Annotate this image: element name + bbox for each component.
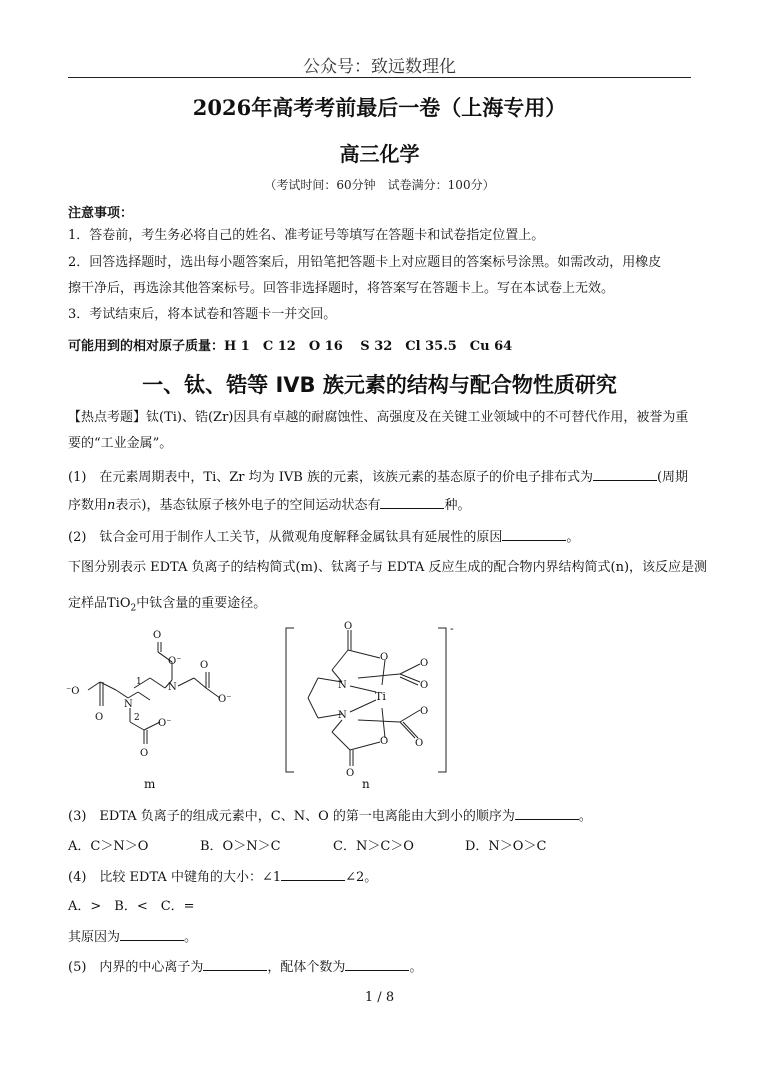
question-1-line-2 xyxy=(68,495,698,516)
figure-label-n: n xyxy=(362,777,370,791)
edta-structure-m xyxy=(88,642,220,744)
q2-text: (2) 钛合金可用于制作人工关节，从微观角度解释金属钛具有延展性的原因 xyxy=(68,530,503,545)
complex-ti-center: Ti xyxy=(375,690,386,703)
q4-blank[interactable] xyxy=(281,867,345,881)
q1-n-symbol: n xyxy=(107,498,116,513)
notice-line-3: 3．考试结束后，将本试卷和答题卡一并交回。 xyxy=(68,307,337,322)
intro-line-1: 【热点考题】钛(Ti)、锆(Zr)因具有卓越的耐腐蚀性、高强度及在关键工业领域中的不可替代作用，被誉为重 xyxy=(68,410,689,425)
complex-charge: - xyxy=(450,622,454,635)
question-5 xyxy=(68,957,698,978)
complex-o-right-top: O xyxy=(420,680,429,691)
q4-text: (4) 比较 EDTA 中键角的大小：∠1 xyxy=(68,870,282,885)
intro-line-2: 要的“工业金属”。 xyxy=(68,436,173,451)
q3-end: 。 xyxy=(578,809,592,824)
q4-reason-blank[interactable] xyxy=(120,927,184,941)
question-2 xyxy=(68,527,698,548)
notice-title: 注意事项： xyxy=(68,206,134,221)
atomic-masses: 可能用到的相对原子质量：H 1 C 12 O 16 S 32 Cl 35.5 Cu 64 xyxy=(68,339,513,354)
angle-label-2: 2 xyxy=(134,713,140,723)
subject-title: 高三化学 xyxy=(339,142,420,166)
q3-option-d[interactable]: D．N＞O＞C xyxy=(465,839,547,854)
question-1-line-1 xyxy=(68,467,698,488)
notice-line-1: 1．答卷前，考生务必将自己的姓名、准考证号等填写在答题卡和试卷指定位置上。 xyxy=(68,228,545,243)
q1-text-a: (1) 在元素周期表中，Ti、Zr 均为 IVB 族的元素，该族元素的基态原子的价电子排布式为 xyxy=(68,470,593,485)
complex-n-bottom: N xyxy=(338,710,347,721)
complex-labels xyxy=(338,621,454,791)
q5-end: 。 xyxy=(409,960,423,975)
question-4 xyxy=(68,867,698,888)
q4-after: ∠2。 xyxy=(345,870,378,885)
complex-right-top-carbonyl-o: O xyxy=(420,658,429,669)
q5-mid: ，配体个数为 xyxy=(267,960,346,975)
q3-option-b[interactable]: B．O＞N＞C xyxy=(200,839,281,854)
q5-blank-2[interactable] xyxy=(345,957,409,971)
figure-intro-text-b: 中钛含量的重要途径。 xyxy=(136,596,267,611)
tio2-main: TiO xyxy=(107,596,131,611)
q4-reason-text: 其原因为 xyxy=(68,930,121,945)
complex-structure-n xyxy=(286,628,446,772)
question-3 xyxy=(68,806,698,827)
edta-top-oxygen: O⁻ xyxy=(168,656,182,667)
structure-figure xyxy=(60,620,480,798)
edta-n-right: N xyxy=(168,682,177,693)
complex-o-right-bottom: O xyxy=(420,706,429,717)
page-header: 公众号：致远数理化 xyxy=(303,57,456,77)
edta-right-carbonyl-o: O xyxy=(200,660,209,671)
complex-top-carbonyl-o: O xyxy=(344,621,353,632)
exam-info: （考试时间：60分钟 试卷满分：100分） xyxy=(264,178,495,192)
q1-text-b: (周期 xyxy=(656,470,689,485)
q1-text-c: 序数用 xyxy=(68,498,108,513)
complex-n-top: N xyxy=(338,680,347,691)
figure-intro-line-1: 下图分别表示 EDTA 负离子的结构简式(m)、钛离子与 EDTA 反应生成的配合物内界结构简式(n)，该反应是测 xyxy=(68,560,708,575)
exam-title: 2026年高考考前最后一卷（上海专用） xyxy=(192,95,567,120)
tio2-subscript: 2 xyxy=(130,603,137,614)
notice-line-2b: 擦干净后，再选涂其他答案标号。回答非选择题时，将答案写在答题卡上。写在本试卷上无效。 xyxy=(68,281,615,296)
q2-end: 。 xyxy=(566,530,580,545)
figure-intro-line-2 xyxy=(68,594,698,619)
edta-top-carbonyl-o: O xyxy=(153,630,162,641)
q1-blank-1[interactable] xyxy=(593,467,657,481)
q4-reason-end: 。 xyxy=(184,930,198,945)
angle-label-1: 1 xyxy=(136,677,142,687)
edta-right-oxygen: O⁻ xyxy=(218,694,232,705)
q1-blank-2[interactable] xyxy=(380,495,444,509)
figure-label-m: m xyxy=(144,777,156,791)
page-number: 1 / 8 xyxy=(364,990,395,1005)
complex-o-top: O xyxy=(380,652,389,663)
figure-intro-text-a: 定样品 xyxy=(68,596,108,611)
question-4-reason xyxy=(68,927,698,948)
q3-option-c[interactable]: C．N＞C＞O xyxy=(333,839,414,854)
edta-left-carbonyl-o: O xyxy=(95,712,104,723)
edta-bottom-carbonyl-o: O xyxy=(140,748,149,759)
q3-text: (3) EDTA 负离子的组成元素中，C、N、O 的第一电离能由大到小的顺序为 xyxy=(68,809,515,824)
notice-line-2a: 2．回答选择题时，选出每小题答案后，用铅笔把答题卡上对应题目的答案标号涂黑。如需改动，用橡皮 xyxy=(68,255,662,270)
edta-labels xyxy=(66,630,231,791)
q3-option-a[interactable]: A．C＞N＞O xyxy=(68,839,149,854)
edta-bottom-oxygen: O⁻ xyxy=(158,718,172,729)
edta-n-left: N xyxy=(124,699,133,710)
complex-bottom-carbonyl-o: O xyxy=(346,768,355,779)
q5-blank-1[interactable] xyxy=(203,957,267,971)
q1-text-e: 种。 xyxy=(444,498,471,513)
header-divider xyxy=(68,77,691,78)
tio2-formula xyxy=(107,596,137,614)
complex-right-bottom-carbonyl-o: O xyxy=(415,738,424,749)
question-4-options[interactable]: A．> B．< C．= xyxy=(68,899,195,914)
q2-blank[interactable] xyxy=(502,527,566,541)
edta-left-oxygen: ⁻O xyxy=(66,686,80,697)
q3-blank[interactable] xyxy=(515,806,579,820)
q1-text-d: 表示)，基态钛原子核外电子的空间运动状态有 xyxy=(115,498,381,513)
complex-o-bottom: O xyxy=(380,736,389,747)
q5-text: (5) 内界的中心离子为 xyxy=(68,960,204,975)
section-title: 一、钛、锆等 IVB 族元素的结构与配合物性质研究 xyxy=(142,373,617,397)
